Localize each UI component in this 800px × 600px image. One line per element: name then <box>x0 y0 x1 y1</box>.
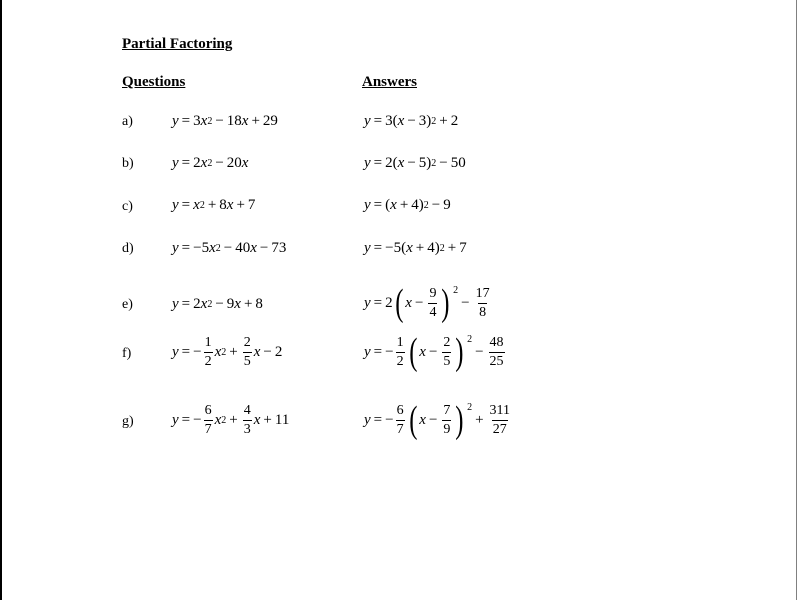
answer-a: y = 3( x − 3) 2 + 2 <box>364 113 459 129</box>
answer-b: y = 2( x − 5 ) 2 − 50 <box>364 155 466 171</box>
question-g: y = − $\frac{6}{7}$ x 2 + $\frac{4}{3}$ x + 11 <box>172 403 290 437</box>
answer-d: y = −5( x + 4 ) 2 + 7 <box>364 240 467 256</box>
answers-header: Answers <box>362 74 417 90</box>
label-f: f) <box>122 346 132 361</box>
questions-header: Questions <box>122 74 186 90</box>
question-f: y = − $\frac{1}{2}$ x 2 + $\frac{2}{5}$ x − 2 <box>172 335 283 369</box>
question-a: y = 3 x 2 − 18 x + 29 <box>172 113 278 129</box>
answer-e: y = 2 ( x − $\frac{9}{4}$ ) 2 − $\frac{17}{8}$ <box>364 282 490 324</box>
label-d: d) <box>122 241 134 256</box>
fraction: $\frac{17}{8}$ <box>475 285 490 320</box>
page-edge-right <box>796 0 797 600</box>
answer-g: y = − $\frac{6}{7}$ ( x − $\frac{7}{9}$ ) 2 + $\frac{311}{27}$ <box>364 399 511 441</box>
question-e: y = 2 x 2 − 9 x + 8 <box>172 296 263 312</box>
label-e: e) <box>122 297 133 312</box>
fraction: $\frac{1}{2}$ <box>396 334 404 369</box>
fraction: $\frac{48}{25}$ <box>489 334 504 369</box>
question-c: y = x 2 + 8 x + 7 <box>172 197 256 213</box>
page-title: Partial Factoring <box>122 36 233 52</box>
fraction: $\frac{6}{7}$ <box>204 403 212 437</box>
fraction: $\frac{2}{5}$ <box>443 334 451 369</box>
fraction: $\frac{9}{4}$ <box>429 285 437 320</box>
fraction: $\frac{1}{2}$ <box>204 335 212 369</box>
label-g: g) <box>122 414 134 429</box>
fraction: $\frac{6}{7}$ <box>396 402 404 437</box>
question-d: y = − 5 x 2 − 40 x − 73 <box>172 240 287 256</box>
answer-c: y = ( x + 4 ) 2 − 9 <box>364 197 451 213</box>
page-edge-left <box>0 0 2 600</box>
label-c: c) <box>122 199 133 214</box>
fraction: $\frac{311}{27}$ <box>489 402 511 437</box>
label-a: a) <box>122 114 133 129</box>
fraction: $\frac{2}{5}$ <box>243 335 251 369</box>
label-b: b) <box>122 156 134 171</box>
answer-f: y = − $\frac{1}{2}$ ( x − $\frac{2}{5}$ ) 2 − $\frac{48}{25}$ <box>364 331 504 373</box>
fraction: $\frac{4}{3}$ <box>243 403 251 437</box>
question-b: y = 2 x 2 − 20 x <box>172 155 249 171</box>
fraction: $\frac{7}{9}$ <box>443 402 451 437</box>
